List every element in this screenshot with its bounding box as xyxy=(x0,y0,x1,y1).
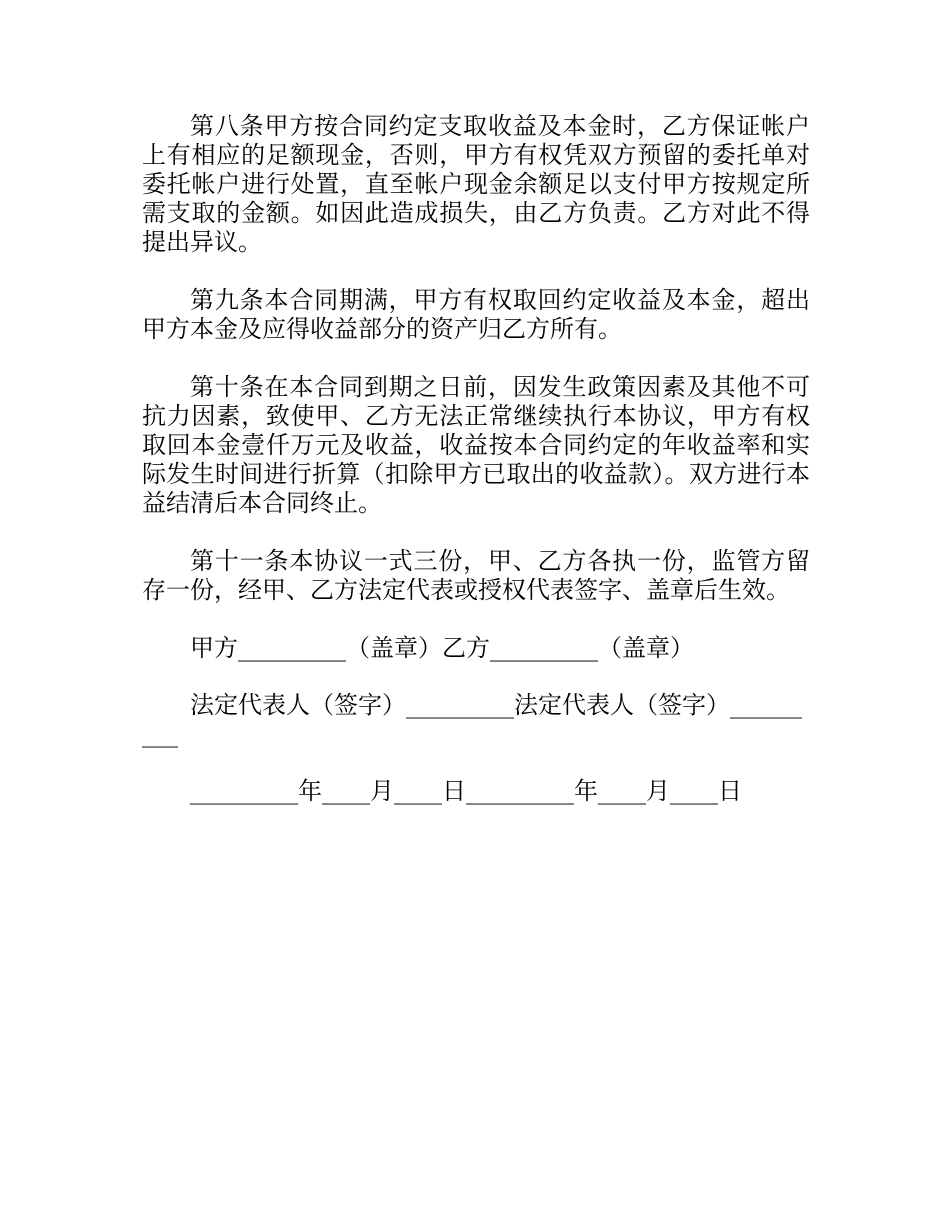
article-11-paragraph: 第十一条本协议一式三份，甲、乙方各执一份，监管方留存一份，经甲、乙方法定代表或授权代表签字、盖章后生效。 xyxy=(142,547,810,604)
article-9-paragraph: 第九条本合同期满，甲方有权取回约定收益及本金，超出甲方本金及应得收益部分的资产归乙方所有。 xyxy=(142,286,810,343)
signature-representatives-line: 法定代表人（签字）_________法定代表人（签字）_________ xyxy=(142,691,802,748)
signature-dates-line: _________年____月____日_________年____月____日 xyxy=(190,777,742,805)
document-body xyxy=(142,112,810,806)
article-10-paragraph: 第十条在本合同到期之日前，因发生政策因素及其他不可抗力因素，致使甲、乙方无法正常继续执行本协议，甲方有权取回本金壹仟万元及收益，收益按本合同约定的年收益率和实际发生时间进行折算（扣除甲方已取出的收益款）。双方进行本益结清后本合同终止。 xyxy=(142,373,810,517)
signature-parties-line: 甲方_________（盖章）乙方_________（盖章） xyxy=(190,634,694,662)
article-8-paragraph: 第八条甲方按合同约定支取收益及本金时，乙方保证帐户上有相应的足额现金，否则，甲方有权凭双方预留的委托单对委托帐户进行处置，直至帐户现金余额足以支付甲方按规定所需支取的金额。如因此造成损失，由乙方负责。乙方对此不得提出异议。 xyxy=(142,112,810,256)
